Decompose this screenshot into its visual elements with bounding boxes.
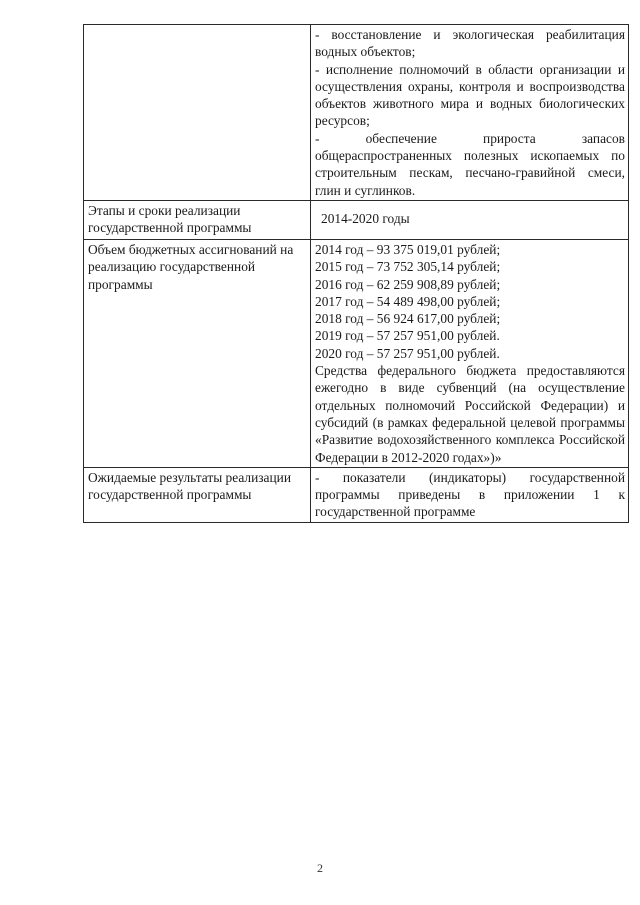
budget-year-line: 2019 год – 57 257 951,00 рублей.: [315, 328, 500, 344]
row-label-tasks: [84, 25, 311, 201]
table-row-stages: [84, 200, 629, 239]
row-value-stages: [311, 200, 629, 239]
budget-year-line: 2017 год – 54 489 498,00 рублей;: [315, 293, 501, 309]
row-value-tasks: [311, 25, 629, 201]
row-value-budget: [311, 239, 629, 467]
budget-note: Средства федерального бюджета предоставляются ежегодно в виде субвенций (на осуществление отдельных полномочий Российской Федерации) и субсидий (в рамках федеральной целевой программы «Развитие водохозяйственного комплекса Российской Федерации в 2012-2020 годах»)»: [315, 363, 625, 465]
results-text: - показатели (индикаторы) государственной программы приведены в приложении 1 к государственной программе: [315, 469, 625, 520]
table-row-tasks: [84, 25, 629, 201]
budget-year-line: 2018 год – 56 924 617,00 рублей;: [315, 311, 501, 327]
task-item: - восстановление и экологическая реабилитация водных объектов;: [315, 27, 625, 60]
program-passport-table: [83, 24, 629, 523]
task-item: - исполнение полномочий в области организации и осуществления охраны, контроля и воспроизводства объектов животного мира и водных биологических ресурсов;: [315, 61, 625, 129]
table-row-budget: [84, 239, 629, 467]
table-row-results: [84, 467, 629, 522]
budget-year-line: 2015 год – 73 752 305,14 рублей;: [315, 259, 501, 275]
row-value-results: [311, 467, 629, 522]
budget-year-line: 2016 год – 62 259 908,89 рублей;: [315, 276, 501, 292]
budget-year-line: 2020 год – 57 257 951,00 рублей.: [315, 345, 500, 361]
row-label-results: Ожидаемые результаты реализации государственной программы: [84, 467, 311, 522]
row-label-stages: Этапы и сроки реализации государственной программы: [84, 200, 311, 239]
budget-year-line: 2014 год – 93 375 019,01 рублей;: [315, 241, 501, 257]
task-item: - обеспечение прироста запасов общераспространенных полезных ископаемых по строительным пескам, песчано-гравийной смеси, глин и суглинков.: [315, 130, 625, 198]
page-number: 2: [317, 861, 323, 875]
row-label-budget: Объем бюджетных ассигнований на реализацию государственной программы: [84, 239, 311, 467]
stages-period: 2014-2020 годы: [321, 210, 410, 226]
